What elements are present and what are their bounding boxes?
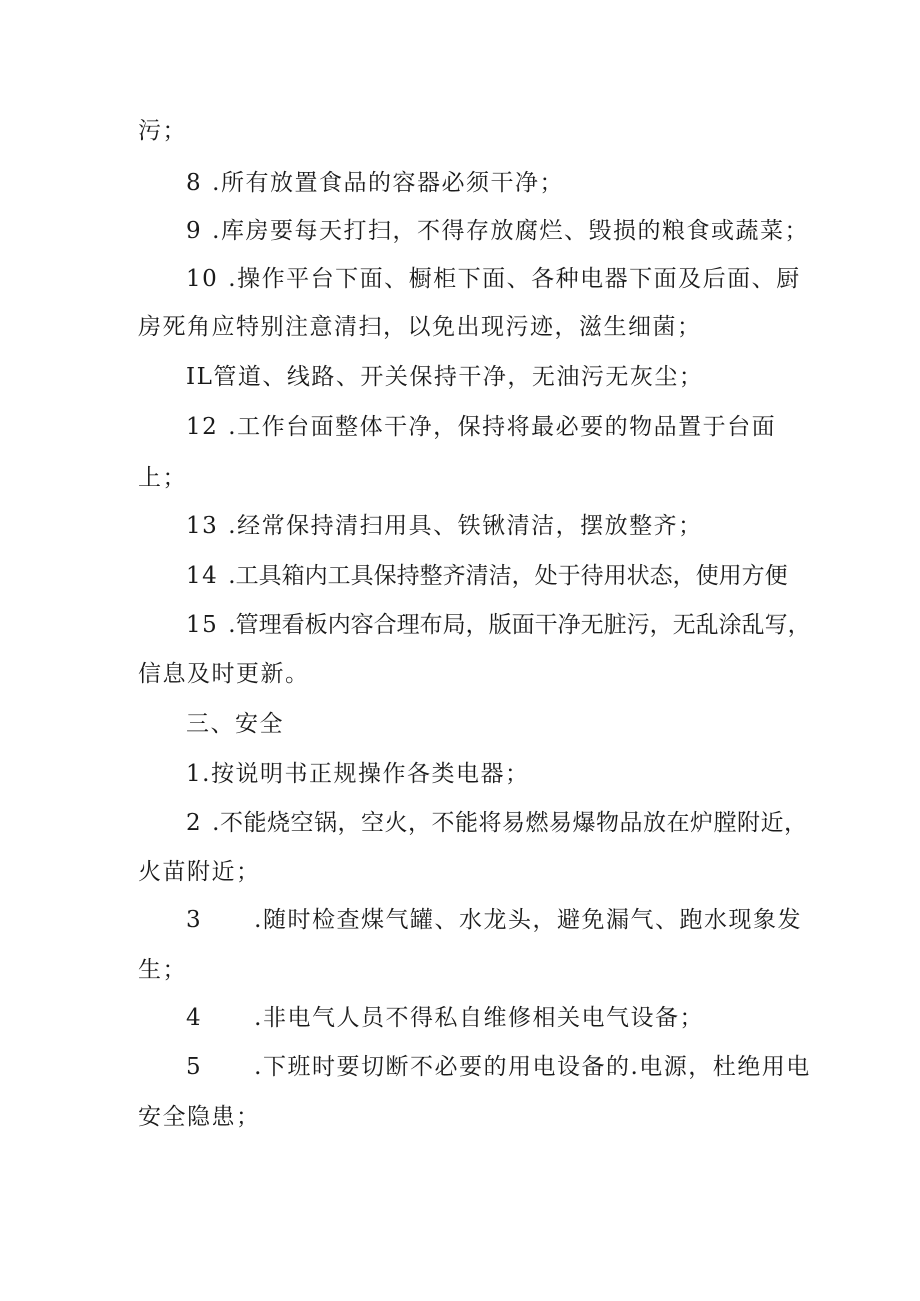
text-line bbox=[138, 955, 187, 985]
item-text: .非电气人员不得私自维修相关电气设备； bbox=[254, 1005, 704, 1031]
text-line bbox=[138, 857, 261, 887]
list-item-9 bbox=[186, 216, 809, 246]
item-number: 13 bbox=[186, 513, 219, 539]
line-text: 安全隐患； bbox=[138, 1104, 261, 1130]
list-item-14 bbox=[186, 561, 788, 591]
item-text: .随时检查煤气罐、水龙头，避免漏气、跑水现象发 bbox=[254, 907, 802, 933]
list-item-11 bbox=[186, 362, 703, 392]
item-text: .库房要每天打扫，不得存放腐烂、毁损的粮食或蔬菜； bbox=[212, 218, 809, 244]
list-item-12 bbox=[186, 412, 776, 442]
item-number: 4 bbox=[186, 1005, 203, 1031]
list-item-10 bbox=[186, 264, 801, 294]
list-item-13 bbox=[186, 511, 703, 541]
item-number: 3 bbox=[186, 907, 203, 933]
line-text: 上； bbox=[138, 465, 187, 491]
item-text: 1.按说明书正规操作各类电器； bbox=[186, 761, 530, 787]
item-number: 8 bbox=[186, 170, 203, 196]
item-text: .管理看板内容合理布局，版面干净无脏污，无乱涂乱写， bbox=[228, 612, 811, 638]
line-text: 信息及时更新。 bbox=[138, 661, 310, 687]
item-number: 12 bbox=[186, 414, 219, 440]
item-text: .不能烧空锅，空火，不能将易燃易爆物品放在炉膛附近， bbox=[212, 810, 808, 836]
item-number: 2 bbox=[186, 810, 203, 836]
text-line bbox=[138, 463, 187, 493]
item-text: .下班时要切断不必要的用电设备的.电源，杜绝用电 bbox=[254, 1054, 811, 1080]
list-item-15 bbox=[186, 610, 811, 640]
list-item-3 bbox=[186, 905, 802, 935]
item-text: .工具箱内工具保持整齐清洁，处于待用状态，使用方便 bbox=[228, 563, 788, 589]
item-text: .操作平台下面、橱柜下面、各种电器下面及后面、厨 bbox=[228, 266, 801, 292]
text-line bbox=[138, 1102, 261, 1132]
list-item-8 bbox=[186, 168, 564, 198]
list-item-5 bbox=[186, 1052, 811, 1082]
list-item-1 bbox=[186, 759, 529, 789]
line-text: 生； bbox=[138, 957, 187, 983]
text-line bbox=[138, 116, 187, 146]
section-heading bbox=[186, 709, 284, 739]
section-title: 三、安全 bbox=[186, 711, 284, 737]
item-number: 10 bbox=[186, 266, 219, 292]
text-line bbox=[138, 659, 310, 689]
item-text: .经常保持清扫用具、铁锹清洁，摆放整齐； bbox=[228, 513, 703, 539]
line-text: 火苗附近； bbox=[138, 859, 261, 885]
list-item-2 bbox=[186, 808, 807, 838]
item-text: .工作台面整体干净，保持将最必要的物品置于台面 bbox=[228, 414, 777, 440]
line-text: 污； bbox=[138, 118, 187, 144]
list-item-4 bbox=[186, 1003, 704, 1033]
item-number: 15 bbox=[186, 612, 219, 638]
item-number: 9 bbox=[186, 218, 203, 244]
item-number: 5 bbox=[186, 1054, 203, 1080]
item-text: .所有放置食品的容器必须干净； bbox=[212, 170, 564, 196]
text-line bbox=[138, 312, 702, 342]
item-number: 14 bbox=[186, 563, 219, 589]
line-text: 房死角应特别注意清扫，以免出现污迹，滋生细菌； bbox=[138, 314, 702, 340]
item-text: IL管道、线路、开关保持干净，无油污无灰尘； bbox=[186, 364, 704, 390]
